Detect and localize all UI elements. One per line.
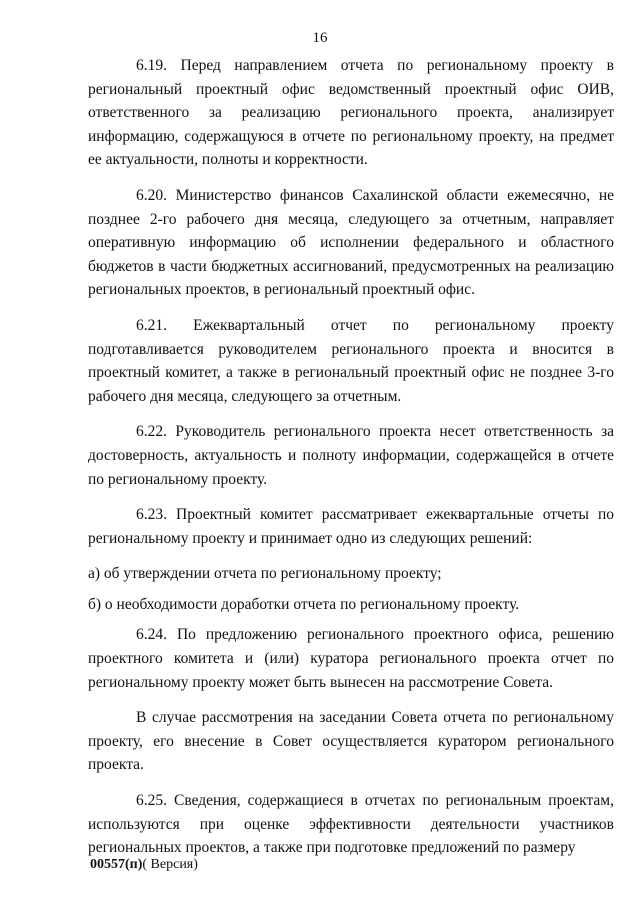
paragraph-6-19: 6.19. Перед направлением отчета по региональному проекту в региональный проектный офис ведомственный проектный офис ОИВ, ответственного за реализацию регионального проекта, анализирует информацию, содержащуюся в отчете по региональному проекту, на предмет ее актуальности, полноты и корректности. — [88, 57, 614, 169]
paragraph-6-20: 6.20. Министерство финансов Сахалинской области ежемесячно, не позднее 2-го рабочего дня месяца, следующего за отчетным, направляет оперативную информацию об исполнении федерального и областного бюджетов в части бюджетных ассигнований, предусмотренных на реализацию региональных проектов, в региональный проектный офис. — [88, 186, 614, 299]
paragraph-6-21: 6.21. Ежеквартальный отчет по региональному проекту подготавливается руководителем регионального проекта и вносится в проектный комитет, а также в региональный проектный офис не позднее 3-го рабочего дня месяца, следующего за отчетным. — [88, 316, 614, 405]
paragraph-council: В случае рассмотрения на заседании Совета отчета по региональному проекту, его внесение в Совет осуществляется куратором регионального проекта. — [88, 709, 614, 774]
page-number: 16 — [312, 30, 328, 46]
list-item-b: б) о необходимости доработки отчета по региональному проекту. — [88, 595, 520, 613]
document-code: 00557(п) — [90, 857, 143, 872]
document-body — [88, 54, 614, 872]
document-footer — [90, 857, 198, 873]
paragraph-6-24: 6.24. По предложению регионального проектного офиса, решению проектного комитета и (или) куратора регионального проекта отчет по региональному проекту может быть вынесен на рассмотрение Совета. — [88, 626, 614, 691]
document-version: ( Версия) — [142, 857, 198, 872]
paragraph-6-23: 6.23. Проектный комитет рассматривает ежеквартальные отчеты по региональному проекту и принимает одно из следующих решений: — [88, 506, 614, 547]
paragraph-6-25: 6.25. Сведения, содержащиеся в отчетах по региональным проектам, используются при оценке эффективности деятельности участников региональных проектов, а также при подготовке предложений по размеру — [88, 792, 614, 857]
list-item-a: а) об утверждении отчета по региональному проекту; — [88, 565, 442, 583]
paragraph-6-22: 6.22. Руководитель регионального проекта несет ответственность за достоверность, актуальность и полноту информации, содержащейся в отчете по региональному проекту. — [88, 423, 614, 488]
